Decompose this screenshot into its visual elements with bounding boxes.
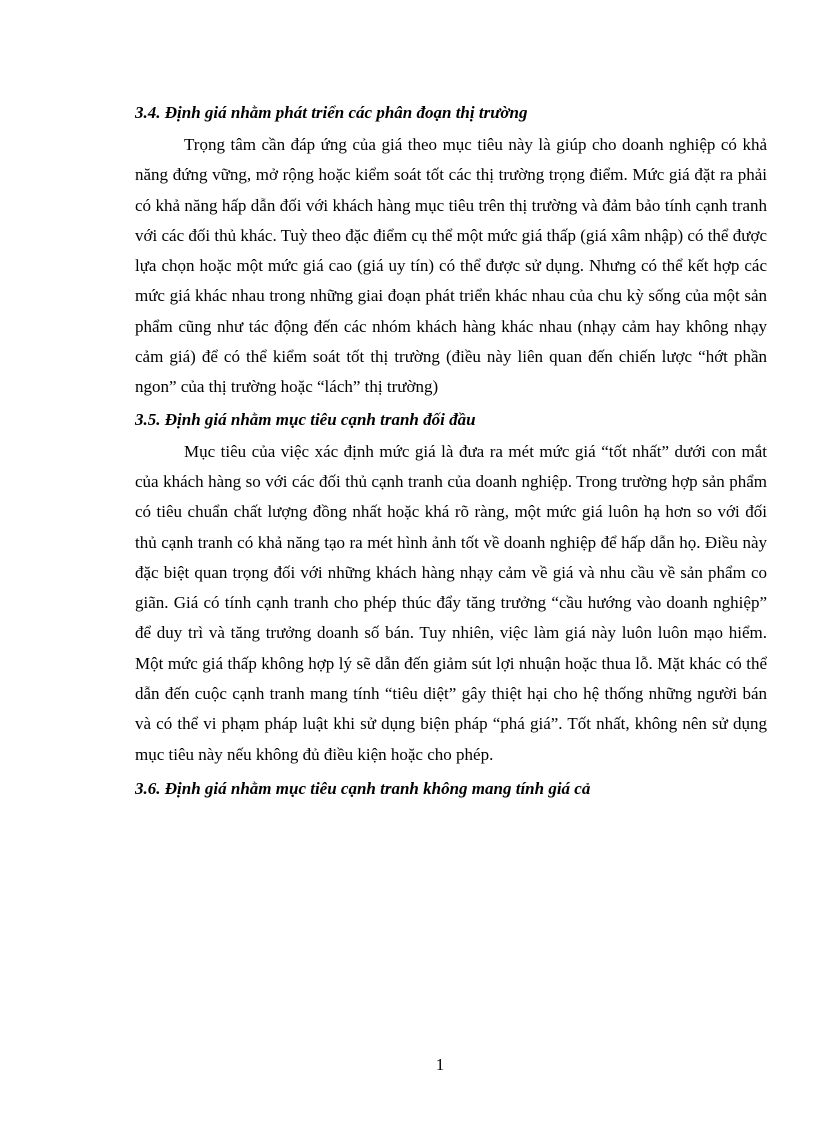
section-heading-3-6: 3.6. Định giá nhằm mục tiêu cạnh tranh không mang tính giá cả (135, 778, 591, 798)
section-paragraph-3-5: Mục tiêu của việc xác định mức giá là đưa ra mét mức giá “tốt nhất” dưới con mắt của khách hàng so với các đối thủ cạnh tranh của doanh nghiệp. Trong trường hợp sản phẩm có tiêu chuẩn chất lượng đồng nhất hoặc khá rõ ràng, một mức giá luôn hạ hơn so với đối thủ cạnh tranh có khả năng tạo ra mét hình ảnh tốt về doanh nghiệp để hấp dẫn họ. Điều này đặc biệt quan trọng đối với những khách hàng nhạy cảm về giá và nhu cầu về sản phẩm co giãn. Giá có tính cạnh tranh cho phép thúc đẩy tăng trưởng “cầu hướng vào doanh nghiệp” để duy trì và tăng trưởng doanh số bán. Tuy nhiên, việc làm giá này luôn luôn mạo hiểm. Một mức giá thấp không hợp lý sẽ dẫn đến giảm sút lợi nhuận hoặc thua lỗ. Mặt khác có thể dẫn đến cuộc cạnh tranh mang tính “tiêu diệt” gây thiệt hại cho hệ thống những người bán và có thể vi phạm pháp luật khi sử dụng biện pháp “phá giá”. Tốt nhất, không nên sử dụng mục tiêu này nếu không đủ điều kiện hoặc cho phép. (135, 441, 767, 764)
section-heading-3-5: 3.5. Định giá nhằm mục tiêu cạnh tranh đối đầu (135, 409, 476, 429)
section-heading-3-4: 3.4. Định giá nhằm phát triển các phân đoạn thị trường (135, 103, 528, 122)
document-page (135, 98, 767, 804)
page-number: 1 (435, 1055, 445, 1074)
section-paragraph-3-4: Trọng tâm cần đáp ứng của giá theo mục tiêu này là giúp cho doanh nghiệp có khả năng đứng vững, mở rộng hoặc kiểm soát tốt các thị trường trọng điểm. Mức giá đặt ra phải có khả năng hấp dẫn đối với khách hàng mục tiêu trên thị trường và đảm bảo tính cạnh tranh với các đối thủ khác. Tuỳ theo đặc điểm cụ thể một mức giá thấp (giá xâm nhập) có thể được lựa chọn hoặc một mức giá cao (giá uy tín) có thể được sử dụng. Nhưng có thể kết hợp các mức giá khác nhau trong những giai đoạn phát triển khác nhau của chu kỳ sống của một sản phẩm cũng như tác động đến các nhóm khách hàng khác nhau (nhạy cảm hay không nhạy cảm giá) để có thể kiểm soát tốt thị trường (điều này liên quan đến chiến lược “hớt phần ngon” của thị trường hoặc “lách” thị trường) (135, 135, 767, 397)
